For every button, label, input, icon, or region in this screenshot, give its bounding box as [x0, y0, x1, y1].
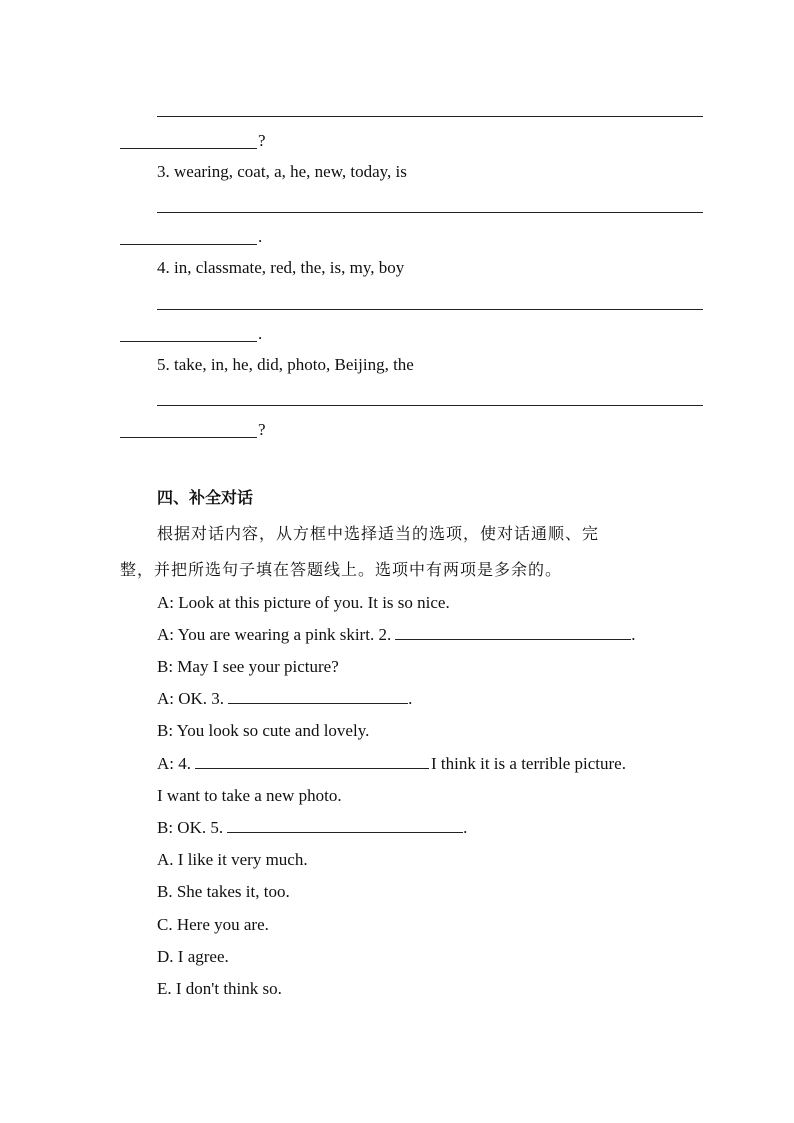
- answer-line-3a[interactable]: [157, 212, 703, 213]
- question-4-prompt: 4. in, classmate, red, the, is, my, boy: [157, 258, 405, 277]
- dialogue-line-2-end: .: [631, 625, 636, 644]
- answer-blank-4[interactable]: [195, 754, 429, 769]
- option-b: B. She takes it, too.: [157, 882, 290, 901]
- answer-blank-3[interactable]: [228, 689, 408, 704]
- question-5-prompt: 5. take, in, he, did, photo, Beijing, the: [157, 355, 414, 374]
- answer-end-5: ?: [258, 420, 266, 439]
- answer-end-3: .: [258, 227, 263, 246]
- option-c: C. Here you are.: [157, 915, 269, 934]
- answer-line-4a[interactable]: [157, 309, 703, 310]
- dialogue-line-6-text: A: 4.: [157, 754, 191, 773]
- dialogue-line-6: [157, 754, 626, 774]
- answer-line-2b[interactable]: [120, 148, 257, 149]
- answer-end-4: .: [258, 324, 263, 343]
- answer-line-5b[interactable]: [120, 437, 257, 438]
- dialogue-line-5: B: You look so cute and lovely.: [157, 721, 370, 740]
- option-e: E. I don't think so.: [157, 979, 282, 998]
- dialogue-line-8-end: .: [463, 818, 468, 837]
- option-d: D. I agree.: [157, 947, 229, 966]
- dialogue-line-6-suffix: I think it is a terrible picture.: [431, 754, 626, 773]
- answer-end-2: ?: [258, 131, 266, 150]
- dialogue-line-4-text: A: OK. 3.: [157, 689, 225, 708]
- dialogue-line-4-end: .: [408, 689, 413, 708]
- dialogue-line-8: [157, 818, 467, 838]
- dialogue-line-8-text: B: OK. 5.: [157, 818, 224, 837]
- dialogue-line-1: A: Look at this picture of you. It is so nice.: [157, 593, 450, 612]
- answer-line-4b[interactable]: [120, 341, 257, 342]
- answer-line-3b[interactable]: [120, 244, 257, 245]
- dialogue-line-2-text: A: You are wearing a pink skirt. 2.: [157, 625, 392, 644]
- answer-blank-5[interactable]: [227, 818, 463, 833]
- section-title: 四、补全对话: [157, 488, 254, 507]
- answer-line-2a[interactable]: [157, 116, 703, 117]
- instruction-line-2: 整，并把所选句子填在答题线上。选项中有两项是多余的。: [120, 560, 563, 579]
- answer-blank-2[interactable]: [395, 625, 631, 640]
- dialogue-line-4: [157, 689, 412, 709]
- dialogue-line-7: I want to take a new photo.: [157, 786, 342, 805]
- dialogue-line-3: B: May I see your picture?: [157, 657, 339, 676]
- option-a: A. I like it very much.: [157, 850, 308, 869]
- dialogue-line-2: [157, 625, 635, 645]
- instruction-line-1: 根据对话内容，从方框中选择适当的选项，使对话通顺、完: [157, 524, 600, 543]
- question-3-prompt: 3. wearing, coat, a, he, new, today, is: [157, 162, 407, 181]
- answer-line-5a[interactable]: [157, 405, 703, 406]
